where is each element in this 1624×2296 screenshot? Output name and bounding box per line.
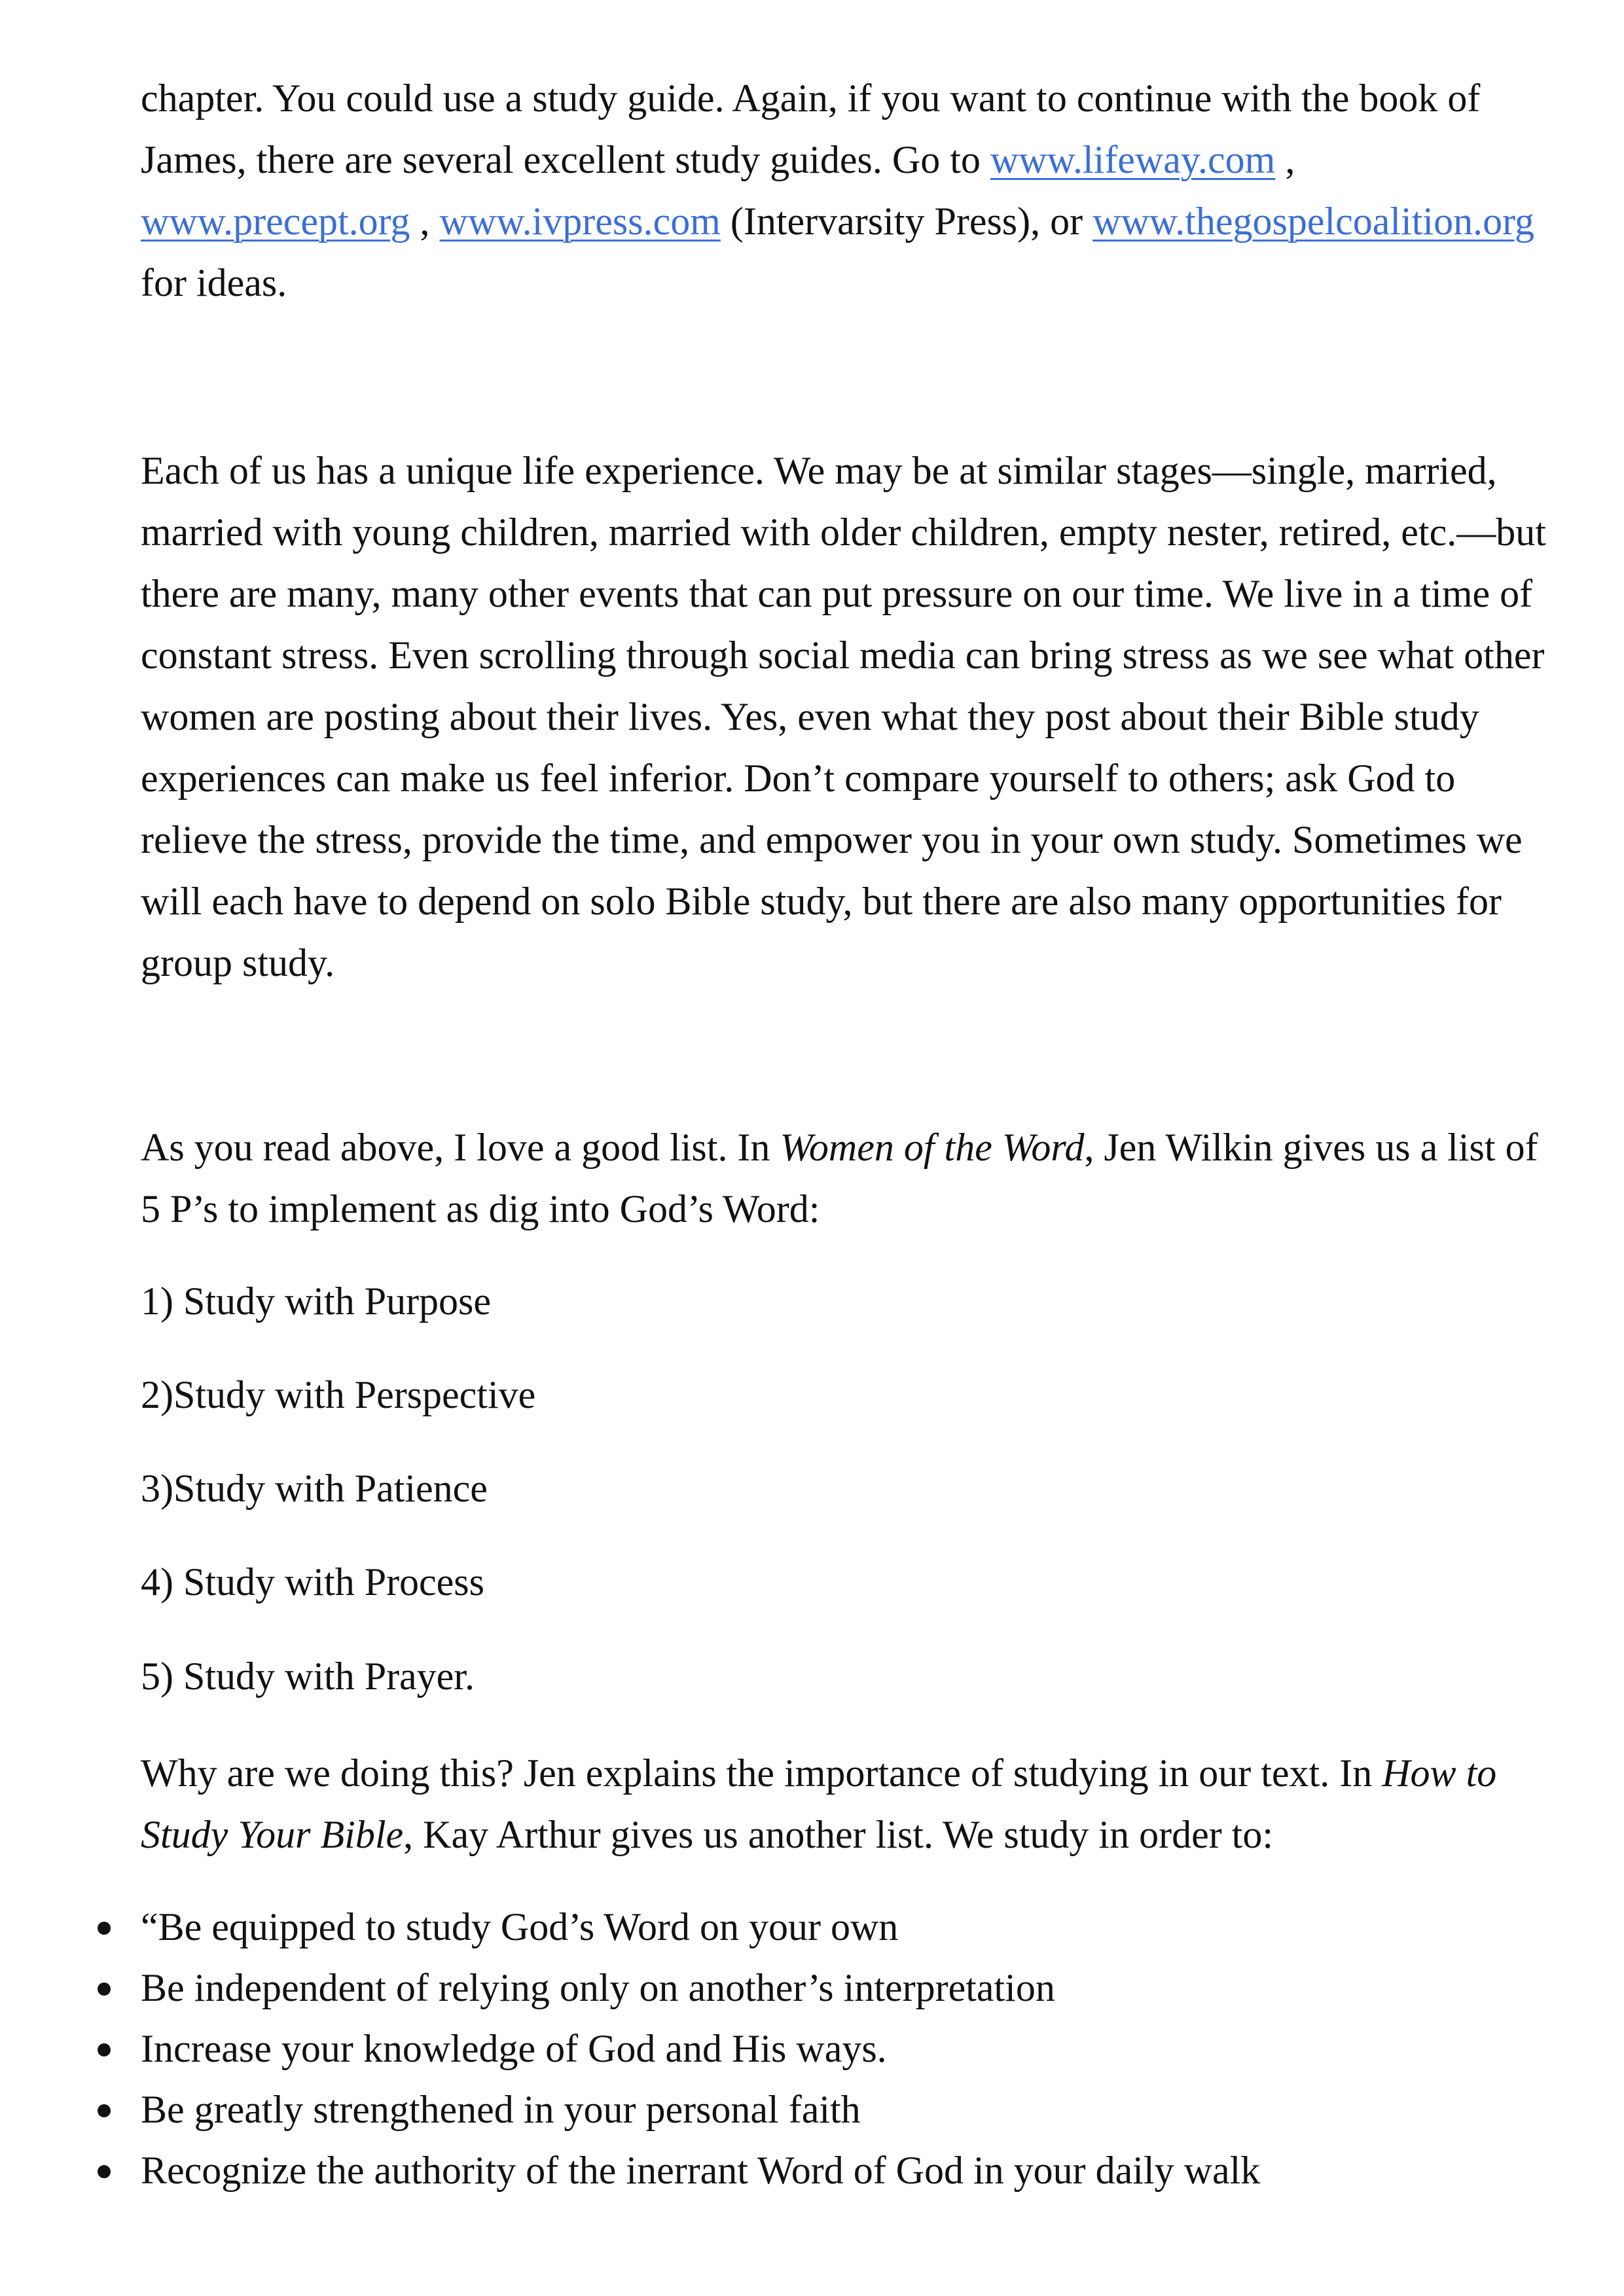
bullet-item-text: “Be equipped to study God’s Word on your own [141, 1905, 899, 1948]
book-title: How to Study Your Bible [141, 1751, 1497, 1856]
paragraph-study-guides [141, 67, 1555, 314]
bullet-list-item [141, 1958, 1555, 2018]
bullet-list-item [141, 2079, 1555, 2140]
list-marker: 4) [141, 1560, 183, 1604]
bullet-list-item [141, 1897, 1555, 1958]
link-lifeway[interactable]: www.lifeway.com [990, 138, 1276, 181]
numbered-list-item [141, 1364, 1555, 1426]
paragraph-text: Why are we doing this? Jen explains the importance of studying in our text. In [141, 1751, 1382, 1795]
bullet-item-text: Recognize the authority of the inerrant Word of God in your daily walk [141, 2149, 1261, 2192]
separator-text: , [1275, 138, 1295, 181]
list-marker: 1) [141, 1280, 183, 1323]
paragraph-good-list [141, 1117, 1555, 1240]
bullet-dot-icon [98, 2165, 111, 2178]
bullet-dot-icon [98, 2104, 111, 2117]
separator-text: , [410, 200, 440, 243]
bullet-dot-icon [98, 1922, 111, 1935]
link-precept[interactable]: www.precept.org [141, 200, 410, 243]
list-item-label: Study with Patience [173, 1467, 488, 1510]
bullet-list-item [141, 2018, 1555, 2079]
link-gospelcoalition[interactable]: www.thegospelcoalition.org [1092, 200, 1534, 243]
paragraph-text: As you read above, I love a good list. In [141, 1126, 780, 1169]
bullet-list [141, 1897, 1555, 2201]
paragraph-text: chapter. You could use a study guide. Again, if you want to continue with the book of James, there are several excellent study guides. Go to [141, 77, 1481, 181]
paragraph-why-study [141, 1742, 1555, 1865]
numbered-list-item [141, 1458, 1555, 1519]
numbered-list-item [141, 1551, 1555, 1613]
numbered-list-item [141, 1645, 1555, 1707]
list-marker: 5) [141, 1655, 183, 1698]
bullet-item-text: Increase your knowledge of God and His ways. [141, 2027, 887, 2070]
link-ivpress[interactable]: www.ivpress.com [439, 200, 721, 243]
list-item-label: Study with Purpose [183, 1280, 492, 1323]
book-title: Women of the Word [780, 1126, 1085, 1169]
list-item-label: Study with Prayer. [183, 1655, 475, 1698]
list-marker: 2) [141, 1373, 173, 1416]
paragraph-text: (Intervarsity Press), or [720, 200, 1093, 243]
list-item-label: Study with Perspective [173, 1373, 536, 1416]
numbered-list-item [141, 1270, 1555, 1332]
bullet-dot-icon [98, 1982, 111, 1996]
bullet-list-item [141, 2140, 1555, 2201]
paragraph-life-experience: Each of us has a unique life experience. We may be at similar stages—single, married, married with young children, married with older children, empty nester, retired, etc.—but there are many, many other events that can put pressure on our time. We live in a time of constant stress. Even scrolling through social media can bring stress as we see what other women are posting about their lives. Yes, even what they post about their Bible study experiences can make us feel inferior. Don’t compare yourself to others; ask God to relieve the stress, provide the time, and empower you in your own study. Sometimes we will each have to depend on solo Bible study, but there are also many opportunities for group study. [141, 449, 1546, 984]
list-item-label: Study with Process [183, 1560, 485, 1604]
list-marker: 3) [141, 1467, 173, 1510]
paragraph-text: for ideas. [141, 261, 287, 304]
paragraph-text: , Kay Arthur gives us another list. We study in order to: [403, 1813, 1274, 1856]
bullet-item-text: Be independent of relying only on another’s interpretation [141, 1966, 1055, 2009]
bullet-dot-icon [98, 2043, 111, 2056]
paragraph-text: , Jen Wilkin gives us a list of 5 P’s to implement as dig into God’s Word: [141, 1126, 1538, 1230]
bullet-item-text: Be greatly strengthened in your personal faith [141, 2088, 861, 2131]
